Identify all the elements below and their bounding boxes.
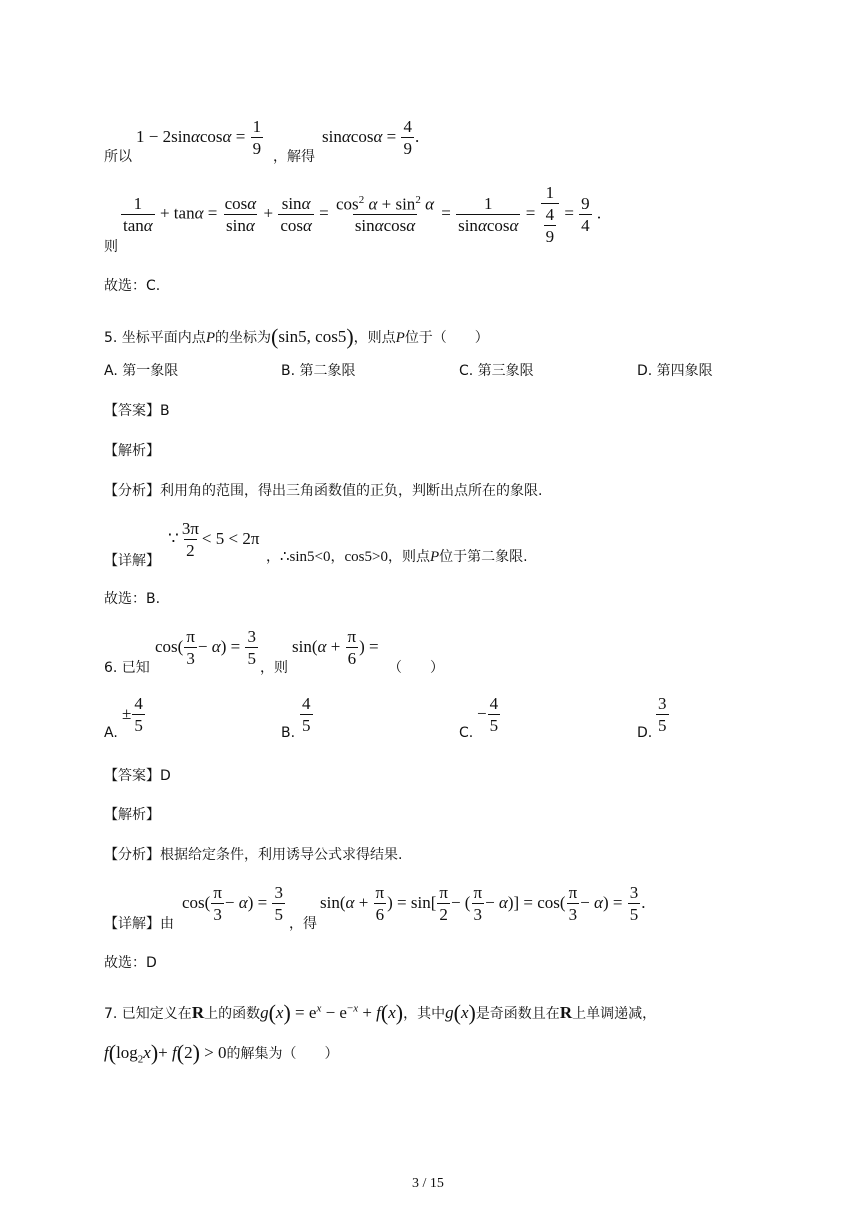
q5-stem-a: 5. 坐标平面内点 (104, 330, 206, 346)
q6-xiangjie: 【详解】由 (104, 916, 174, 932)
option-label: A. (104, 725, 118, 741)
question-5-stem: 5. 坐标平面内点P的坐标为(sin5, cos5)，则点P位于（ ） (104, 324, 489, 349)
q5-detail (266, 546, 528, 566)
q5-coord: sin5, cos5 (278, 327, 347, 346)
option-a-value: ± $\frac{4}{5}$ (122, 694, 143, 735)
answer-tag: 【答案】 (104, 768, 160, 784)
q6-given: cos( $\frac{\pi}{3}$ − α) = $\frac{3}{5}$ (155, 627, 256, 668)
q7-stem-e: 上单调递减， (572, 1006, 657, 1022)
answer-q4: 故选：C. (104, 278, 161, 294)
eq-tan-sum: $\frac{1}{\tan\alpha}$ + tanα = $\frac{\cos\alpha}{\sin\alpha}$ + $\frac{\sin\alpha}{\cos\alpha}$ = $\frac{\cos^2 \alpha + \sin^2 \alpha}{\sin\alpha\cos\alpha}$ = $\frac{1}{\sin\alpha\cos\alpha}$ = $\frac{1}{\frac{4}{9}}$ = $\frac{9}{4}$ . (123, 183, 602, 246)
q6-detail-given: cos( $\frac{\pi}{3}$ − α) = $\frac{3}{5}$ (182, 883, 283, 924)
option-label: B. (281, 725, 296, 741)
q6-target: sin(α + $\frac{\pi}{6}$ ) = (292, 627, 379, 668)
q5-option-b[interactable]: B. 第二象限 (281, 363, 356, 379)
q6-stem-c: （ ） (388, 660, 444, 676)
sep: ， (330, 549, 345, 565)
q6-stem-a: 6. 已知 (104, 660, 150, 676)
q6-detail-de: ，得 (289, 916, 317, 932)
q5-jiexi: 【解析】 (104, 443, 160, 459)
q5-choose: 故选：B. (104, 591, 161, 607)
answer-tag: 【答案】 (104, 403, 160, 419)
eq-identity-1: 1 − 2sinαcosα = $\frac{1}{9}$ (136, 117, 262, 158)
q7-func-def: $g(x) = e^x - e^{-x} + f(x)$ (260, 1000, 404, 1025)
option-b-value: $\frac{4}{5}$ (302, 694, 311, 735)
q5-fenxi: 【分析】利用角的范围，得出三角函数值的正负，判断出点所在的象限. (104, 483, 543, 499)
answer-value: D (160, 768, 171, 784)
q7-stem-a: 7. 已知定义在 (104, 1006, 192, 1022)
sin5-neg: ∴sin5<0 (280, 549, 331, 565)
option-label: D. (637, 725, 653, 741)
text-suoyi: 所以 (104, 149, 132, 165)
q6-choose: 故选：D (104, 955, 157, 971)
q7-stem-b: 上的函数 (204, 1006, 261, 1022)
q7-inequality: $f(\log_2x)+ f(2) > 0$ (104, 1040, 227, 1066)
q6-option-b[interactable] (281, 694, 311, 741)
q6-option-c[interactable] (459, 694, 499, 741)
sep: ， (266, 549, 280, 565)
page-number: 3 / 15 (412, 1176, 444, 1191)
q5-stem-d: 位于（ ） (404, 330, 489, 346)
q5-xiangjie: 【详解】 (104, 553, 160, 569)
q6-detail-chain: sin(α + $\frac{\pi}{6}$ ) = sin[ $\frac{\pi}{2}$ − ( $\frac{\pi}{3}$ − α)] = cos( $\frac{\pi}{3}$ − α) = $\frac{3}{5}$ . (320, 883, 646, 924)
q6-option-a[interactable] (104, 694, 143, 741)
q6-option-d[interactable] (637, 694, 667, 741)
q5-eq-range: ∵ $\frac{3\pi}{2}$ < 5 < 2π (168, 519, 260, 560)
var-p: P (395, 330, 405, 346)
text-ze: 则 (104, 239, 118, 255)
q5-stem-c: ，则点 (353, 330, 396, 346)
q5-option-d[interactable]: D. 第四象限 (637, 363, 713, 379)
q6-fenxi: 【分析】根据给定条件，利用诱导公式求得结果. (104, 847, 403, 863)
var-p: P (429, 549, 440, 565)
option-label: C. (459, 725, 474, 741)
set-R: R (191, 1003, 205, 1022)
q7-stem-line2 (104, 1040, 339, 1066)
q6-stem-b: ，则 (260, 660, 288, 676)
set-R: R (559, 1003, 573, 1022)
cos5-pos: cos5>0 (344, 549, 388, 565)
q7-stem-f: 的解集为（ ） (226, 1046, 339, 1062)
q7-stem-line1 (104, 1000, 656, 1026)
eq-identity-2: sinαcosα = $\frac{4}{9}$ . (322, 117, 420, 158)
q7-stem-c: ，其中 (403, 1006, 446, 1022)
q6-answer (104, 765, 171, 785)
q5-option-c[interactable]: C. 第三象限 (459, 363, 534, 379)
q7-g: g(x) (445, 1000, 476, 1025)
q5-answer (104, 400, 170, 420)
q6-jiexi: 【解析】 (104, 807, 160, 823)
option-d-value: $\frac{3}{5}$ (658, 694, 667, 735)
q5-detail-f: 位于第二象限. (439, 549, 528, 565)
q5-stem-b: 的坐标为 (214, 330, 271, 346)
text-jiede: ，解得 (273, 149, 315, 165)
answer-value: B (160, 403, 170, 419)
var-p: P (205, 330, 215, 346)
q7-stem-d: 是奇函数且在 (475, 1006, 560, 1022)
q5-detail-e: ，则点 (387, 549, 430, 565)
option-c-value: − $\frac{4}{5}$ (477, 694, 499, 735)
q5-option-a[interactable]: A. 第一象限 (104, 363, 179, 379)
